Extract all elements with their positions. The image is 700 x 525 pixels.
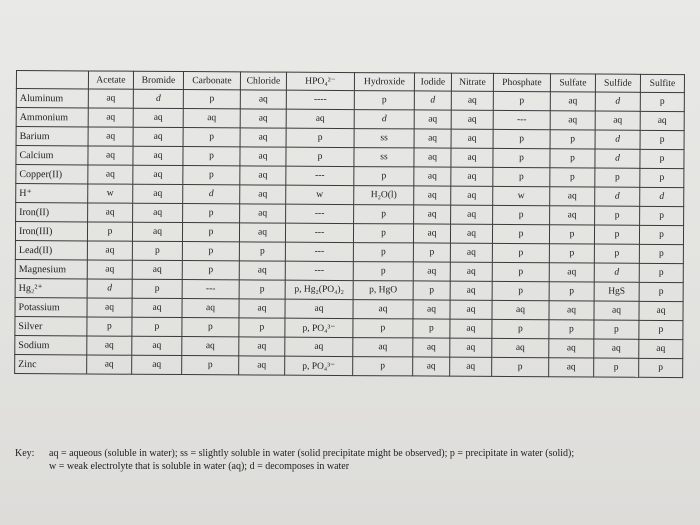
solubility-cell: p [550, 168, 595, 187]
solubility-cell: aq [413, 300, 450, 319]
solubility-cell: p, PO₄³⁻ [285, 318, 353, 337]
solubility-cell: p [550, 149, 595, 168]
solubility-cell: aq [239, 337, 285, 356]
solubility-cell: p [132, 317, 182, 336]
solubility-cell: aq [132, 355, 182, 374]
solubility-cell: p [493, 129, 550, 148]
solubility-cell: aq [414, 129, 451, 148]
solubility-cell: aq [413, 224, 450, 243]
solubility-cell: aq [550, 111, 595, 130]
solubility-cell: p [594, 358, 639, 377]
solubility-cell: aq [87, 336, 132, 355]
solubility-cell: aq [413, 338, 450, 357]
solubility-cell: p [183, 204, 240, 223]
solubility-cell: aq [414, 110, 451, 129]
solubility-cell: p [549, 225, 594, 244]
solubility-cell: aq [451, 148, 493, 167]
solubility-cell: aq [132, 260, 182, 279]
solubility-cell: p [492, 243, 549, 262]
solubility-cell: p [182, 261, 239, 280]
solubility-cell: d [414, 91, 451, 110]
solubility-cell: p [183, 90, 240, 109]
solubility-cell: aq [133, 165, 183, 184]
solubility-cell: aq [285, 299, 353, 318]
solubility-cell: p [354, 205, 414, 224]
ion-label: Iron(II) [16, 203, 88, 222]
solubility-cell: aq [240, 204, 286, 223]
solubility-cell: aq [88, 146, 133, 165]
solubility-cell: p [353, 243, 413, 262]
ion-label: Lead(II) [15, 240, 87, 259]
solubility-cell: p, Hg₂(PO₄)₂ [285, 280, 353, 299]
ion-label: Magnesium [15, 259, 87, 278]
solubility-cell: p [493, 91, 550, 110]
solubility-table-wrapper [14, 70, 684, 378]
solubility-cell: p [182, 242, 239, 261]
solubility-cell: aq [240, 109, 286, 128]
solubility-cell: aq [133, 184, 183, 203]
solubility-cell: aq [450, 262, 492, 281]
key-label: Key: [15, 448, 35, 459]
solubility-cell: aq [451, 186, 493, 205]
ion-label: H⁺ [16, 184, 88, 203]
solubility-cell: aq [450, 224, 492, 243]
solubility-cell: aq [549, 301, 594, 320]
solubility-cell: d [594, 263, 639, 282]
solubility-cell: aq [239, 356, 285, 375]
solubility-cell: p [550, 130, 595, 149]
solubility-cell: p [594, 244, 639, 263]
solubility-cell: p [413, 243, 450, 262]
solubility-cell: aq [133, 203, 183, 222]
solubility-cell: aq [639, 301, 683, 320]
solubility-cell: p [493, 148, 550, 167]
ion-label: Copper(II) [16, 165, 88, 184]
solubility-table [14, 70, 685, 378]
table-row [15, 354, 683, 377]
ion-label: Silver [15, 316, 87, 335]
solubility-cell: w [493, 186, 550, 205]
solubility-cell: aq [240, 147, 286, 166]
solubility-cell: p [594, 225, 639, 244]
solubility-cell: aq [239, 223, 285, 242]
solubility-cell: ss [354, 129, 414, 148]
solubility-cell: d [640, 187, 684, 206]
solubility-cell: aq [550, 187, 595, 206]
solubility-cell: p [492, 262, 549, 281]
solubility-cell: aq [450, 319, 492, 338]
solubility-cell: aq [413, 357, 450, 376]
solubility-cell: p [549, 320, 594, 339]
solubility-cell: aq [88, 108, 133, 127]
solubility-cell: aq [450, 357, 492, 376]
solubility-cell: aq [132, 336, 182, 355]
solubility-cell: d [595, 149, 640, 168]
solubility-cell: p [183, 166, 240, 185]
solubility-cell: p [639, 244, 683, 263]
solubility-cell: aq [549, 358, 594, 377]
solubility-cell: aq [240, 128, 286, 147]
solubility-cell: p [87, 317, 132, 336]
solubility-cell: p [640, 130, 684, 149]
solubility-cell: aq [133, 146, 183, 165]
solubility-cell: aq [132, 222, 182, 241]
solubility-cell: aq [87, 355, 132, 374]
key-line-2: w = weak electrolyte that is soluble in water (aq); d = decomposes in water [49, 461, 350, 472]
solubility-cell: p [182, 223, 239, 242]
solubility-cell: p [549, 244, 594, 263]
solubility-cell: aq [451, 129, 493, 148]
solubility-cell: p [493, 205, 550, 224]
solubility-cell: p [413, 319, 450, 338]
solubility-cell: p, PO₄³⁻ [285, 356, 353, 375]
solubility-cell: aq [549, 263, 594, 282]
solubility-cell: aq [451, 110, 493, 129]
solubility-cell: aq [240, 166, 286, 185]
solubility-cell: aq [594, 339, 639, 358]
solubility-cell: aq [414, 148, 451, 167]
solubility-cell: p [286, 128, 354, 147]
column-header: Chloride [240, 72, 286, 90]
solubility-cell: aq [285, 337, 353, 356]
solubility-cell: ss [354, 148, 414, 167]
solubility-cell: p [183, 147, 240, 166]
solubility-cell: p [639, 320, 683, 339]
solubility-cell: aq [595, 111, 640, 130]
solubility-cell: aq [240, 185, 286, 204]
solubility-cell: aq [639, 339, 683, 358]
solubility-cell: aq [450, 281, 492, 300]
solubility-cell: p [639, 263, 683, 282]
solubility-cell: aq [87, 260, 132, 279]
solubility-cell: p [182, 356, 239, 375]
solubility-cell: p [640, 92, 684, 111]
solubility-cell: aq [353, 300, 413, 319]
solubility-cell: w [88, 184, 133, 203]
solubility-cell: p [639, 282, 683, 301]
ion-label: Aluminum [16, 89, 88, 108]
solubility-cell: p [239, 242, 285, 261]
solubility-cell: aq [414, 186, 451, 205]
solubility-cell: aq [182, 337, 239, 356]
solubility-cell: aq [87, 241, 132, 260]
solubility-cell: d [133, 89, 183, 108]
solubility-cell: p [413, 281, 450, 300]
column-header: Sulfate [550, 74, 595, 92]
solubility-cell: ---- [286, 90, 354, 109]
solubility-cell: d [354, 110, 414, 129]
solubility-cell: aq [640, 111, 684, 130]
solubility-cell: --- [285, 261, 353, 280]
solubility-cell: aq [239, 261, 285, 280]
solubility-cell: p [640, 168, 684, 187]
solubility-cell: HgS [594, 282, 639, 301]
ion-label: Sodium [15, 335, 87, 354]
solubility-cell: aq [492, 300, 549, 319]
solubility-cell: p [353, 319, 413, 338]
solubility-cell: aq [88, 127, 133, 146]
column-header: Nitrate [451, 73, 493, 91]
solubility-cell: aq [133, 108, 183, 127]
solubility-cell: p, HgO [353, 281, 413, 300]
solubility-cell: p [132, 241, 182, 260]
solubility-cell: p [492, 224, 549, 243]
solubility-cell: d [87, 279, 132, 298]
solubility-cell: p [353, 224, 413, 243]
solubility-cell: p [595, 206, 640, 225]
solubility-cell: --- [285, 223, 353, 242]
solubility-cell: --- [286, 204, 354, 223]
table-body [15, 89, 685, 378]
solubility-cell: p [239, 280, 285, 299]
header-corner [16, 71, 88, 89]
column-header: Iodide [414, 73, 451, 91]
ion-label: Hg₂²⁺ [15, 278, 87, 297]
solubility-cell: p [353, 262, 413, 281]
solubility-cell: aq [549, 339, 594, 358]
ion-label: Iron(III) [15, 222, 87, 241]
solubility-cell: aq [451, 205, 493, 224]
solubility-cell: aq [133, 127, 183, 146]
solubility-cell: p [183, 128, 240, 147]
solubility-cell: aq [414, 205, 451, 224]
solubility-cell: p [640, 206, 684, 225]
solubility-cell: aq [183, 109, 240, 128]
solubility-cell: p [492, 281, 549, 300]
solubility-cell: p [354, 167, 414, 186]
solubility-cell: p [549, 282, 594, 301]
solubility-cell: aq [550, 92, 595, 111]
column-header: Phosphate [493, 73, 550, 91]
solubility-cell: aq [492, 338, 549, 357]
solubility-cell: aq [132, 298, 182, 317]
column-header: HPO₄²⁻ [286, 72, 354, 90]
solubility-cell: d [595, 92, 640, 111]
solubility-cell: p [492, 319, 549, 338]
ion-label: Ammonium [16, 108, 88, 127]
solubility-cell: aq [87, 298, 132, 317]
column-header: Carbonate [183, 72, 240, 90]
solubility-cell: aq [451, 167, 493, 186]
solubility-cell: p [182, 318, 239, 337]
solubility-cell: --- [493, 110, 550, 129]
solubility-cell: p [286, 147, 354, 166]
column-header: Hydroxide [354, 73, 414, 91]
key-line-1: aq = aqueous (soluble in water); ss = slightly soluble in water (solid precipitate might be observed); p = precipitate in water (solid); [49, 448, 575, 459]
solubility-cell: aq [239, 299, 285, 318]
ion-label: Zinc [15, 354, 87, 373]
solubility-cell: aq [182, 299, 239, 318]
solubility-cell: aq [451, 91, 493, 110]
solubility-cell: aq [240, 90, 286, 109]
solubility-cell: p [132, 279, 182, 298]
solubility-cell: p [353, 357, 413, 376]
solubility-cell: p [87, 222, 132, 241]
solubility-cell: aq [353, 338, 413, 357]
solubility-cell: w [286, 185, 354, 204]
solubility-cell: p [493, 167, 550, 186]
solubility-cell: d [595, 187, 640, 206]
solubility-cell: p [639, 358, 683, 377]
ion-label: Potassium [15, 297, 87, 316]
solubility-cell: p [594, 320, 639, 339]
solubility-cell: aq [88, 89, 133, 108]
column-header: Sulfide [595, 74, 640, 92]
solubility-cell: aq [88, 165, 133, 184]
solubility-cell: p [640, 149, 684, 168]
solubility-cell: p [595, 168, 640, 187]
solubility-cell: aq [450, 300, 492, 319]
solubility-cell: aq [594, 301, 639, 320]
solubility-cell: aq [88, 203, 133, 222]
solubility-cell: p [239, 318, 285, 337]
solubility-cell: --- [182, 280, 239, 299]
column-header: Sulfite [640, 74, 684, 92]
solubility-cell: H₂O(l) [354, 186, 414, 205]
solubility-cell: aq [450, 338, 492, 357]
solubility-cell: aq [414, 167, 451, 186]
solubility-cell: aq [450, 243, 492, 262]
solubility-cell: --- [285, 242, 353, 261]
solubility-cell: p [639, 225, 683, 244]
column-header: Bromide [133, 71, 183, 89]
solubility-cell: d [595, 130, 640, 149]
solubility-cell: aq [550, 206, 595, 225]
solubility-cell: --- [286, 166, 354, 185]
solubility-cell: aq [286, 109, 354, 128]
solubility-cell: p [354, 91, 414, 110]
solubility-cell: d [183, 185, 240, 204]
ion-label: Calcium [16, 146, 88, 165]
solubility-cell: aq [413, 262, 450, 281]
column-header: Acetate [88, 71, 133, 89]
ion-label: Barium [16, 127, 88, 146]
solubility-cell: p [492, 357, 549, 376]
